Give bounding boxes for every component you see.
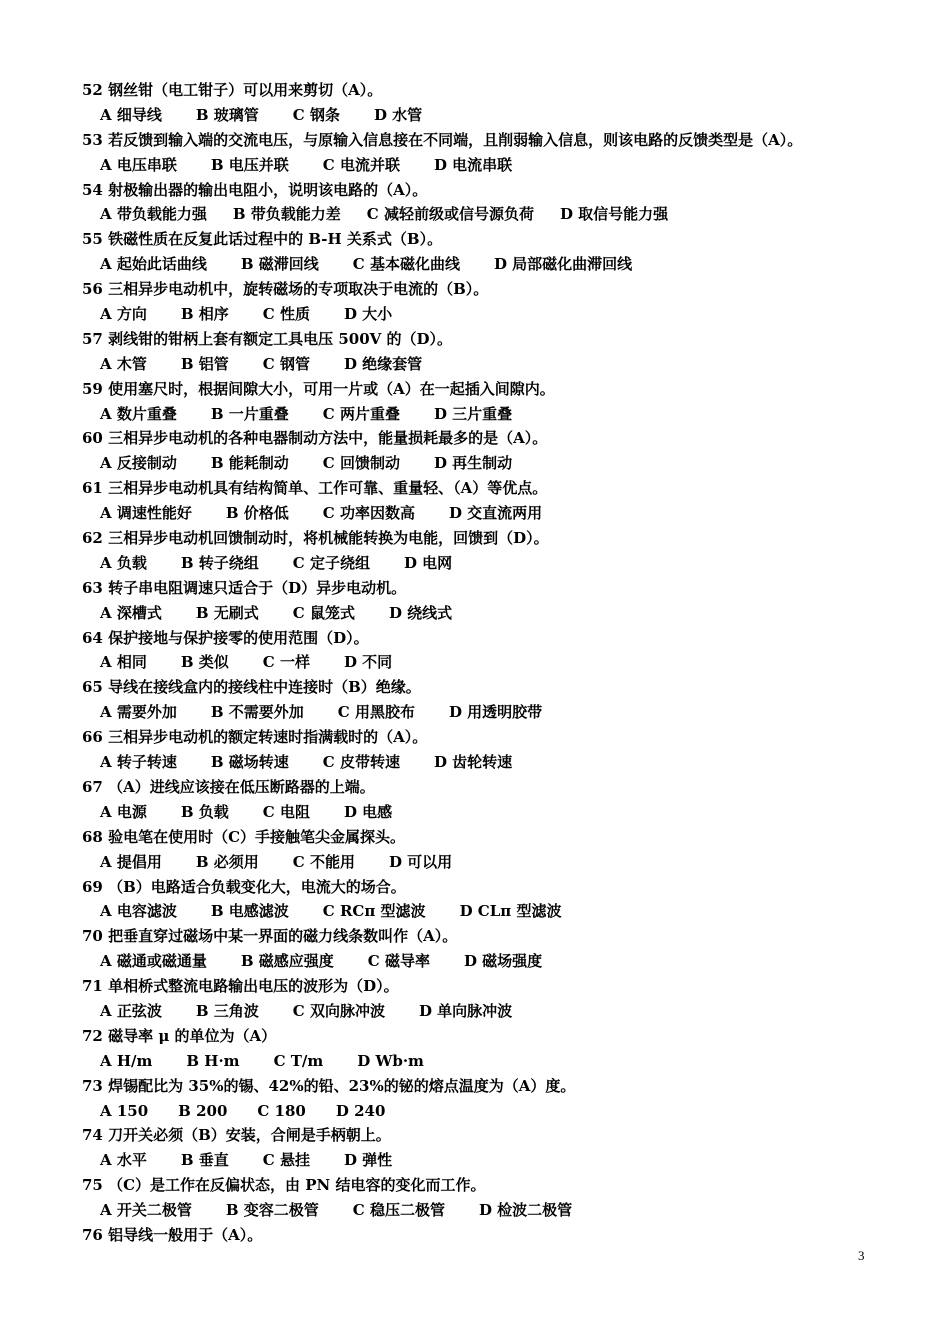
answer-option: A 反接制动 xyxy=(100,454,177,473)
answer-option: A 细导线 xyxy=(100,105,162,124)
answer-option: D CLπ 型滤波 xyxy=(459,902,562,921)
answer-option: B 无刷式 xyxy=(195,603,259,622)
answer-option: B 带负载能力差 xyxy=(232,205,341,224)
question-text: 75 （C）是工作在反偏状态，由 PN 结电容的变化而工作。 xyxy=(82,1176,486,1195)
answer-option: C 功率因数高 xyxy=(322,504,415,523)
answer-options xyxy=(82,750,922,775)
answer-option: A 提倡用 xyxy=(100,852,162,871)
answer-option: A 数片重叠 xyxy=(100,404,177,423)
question-text: 60 三相异步电动机的各种电器制动方法中，能量损耗最多的是（A）。 xyxy=(82,429,548,448)
answer-option: B 铝管 xyxy=(180,354,229,373)
question-text: 68 验电笔在使用时（C）手接触笔尖金属探头。 xyxy=(82,827,406,846)
answer-option: A 起始此话曲线 xyxy=(100,255,207,274)
question-text: 73 焊锡配比为 35%的锡、42%的铅、23%的铋的熔点温度为（A）度。 xyxy=(82,1076,576,1095)
answer-option: D 再生制动 xyxy=(433,454,513,473)
answer-option: C RCπ 型滤波 xyxy=(322,902,426,921)
answer-option: A 电压串联 xyxy=(100,155,177,174)
question-text: 54 射极输出器的输出电阻小，说明该电路的（A）。 xyxy=(82,180,428,199)
answer-options xyxy=(82,650,922,675)
answer-option: A H/m xyxy=(100,1051,153,1070)
answer-option: D 电流串联 xyxy=(433,155,513,174)
answer-option: A 正弦波 xyxy=(100,1001,162,1020)
answer-option: B 垂直 xyxy=(180,1151,229,1170)
question-text: 72 磁导率 μ 的单位为（A） xyxy=(82,1026,277,1045)
answer-option: D 弹性 xyxy=(343,1151,393,1170)
question-text: 66 三相异步电动机的额定转速时指满载时的（A）。 xyxy=(82,728,428,747)
question-list xyxy=(82,78,922,1248)
answer-options xyxy=(82,252,922,277)
question-text: 55 铁磁性质在反复此话过程中的 B-H 关系式（B）。 xyxy=(82,230,443,249)
answer-option: D Wb·m xyxy=(357,1051,424,1070)
answer-option: A 方向 xyxy=(100,305,147,324)
answer-options xyxy=(82,153,922,178)
question-text: 76 铝导线一般用于（A）。 xyxy=(82,1225,263,1244)
answer-option: D 电感 xyxy=(343,802,393,821)
answer-option: C 用黑胶布 xyxy=(337,703,415,722)
question-text: 69 （B）电路适合负载变化大，电流大的场合。 xyxy=(82,877,406,896)
answer-options xyxy=(82,1099,922,1124)
answer-options xyxy=(82,700,922,725)
answer-option: A 电源 xyxy=(100,802,147,821)
answer-option: B 200 xyxy=(178,1101,228,1120)
question-text: 67 （A）进线应该接在低压断路器的上端。 xyxy=(82,777,375,796)
answer-option: A 相同 xyxy=(100,653,147,672)
answer-option: C 一样 xyxy=(262,653,310,672)
answer-option: B 必须用 xyxy=(195,852,259,871)
answer-option: D 检波二极管 xyxy=(478,1201,573,1220)
answer-option: D 大小 xyxy=(343,305,393,324)
answer-option: C 减轻前级或信号源负荷 xyxy=(366,205,534,224)
question-text: 56 三相异步电动机中，旋转磁场的专项取决于电流的（B）。 xyxy=(82,280,489,299)
answer-option: C 磁导率 xyxy=(367,952,430,971)
answer-option: D 取信号能力强 xyxy=(559,205,669,224)
answer-option: D 绕线式 xyxy=(388,603,453,622)
answer-option: C 双向脉冲波 xyxy=(292,1001,385,1020)
answer-option: C 悬挂 xyxy=(262,1151,310,1170)
question-text: 65 导线在接线盒内的接线柱中连接时（B）绝缘。 xyxy=(82,678,421,697)
answer-option: D 用透明胶带 xyxy=(448,703,543,722)
answer-option: A 调速性能好 xyxy=(100,504,192,523)
answer-options xyxy=(82,1148,922,1173)
answer-options xyxy=(82,601,922,626)
answer-option: D 电网 xyxy=(403,553,453,572)
answer-option: B 转子绕组 xyxy=(180,553,259,572)
answer-option: A 磁通或磁通量 xyxy=(100,952,207,971)
answer-option: B 电压并联 xyxy=(210,155,289,174)
answer-option: B 三角波 xyxy=(195,1001,259,1020)
answer-options xyxy=(82,999,922,1024)
answer-option: A 木管 xyxy=(100,354,147,373)
answer-options xyxy=(82,1049,922,1074)
answer-options xyxy=(82,103,922,128)
question-text: 52 钢丝钳（电工钳子）可以用来剪切（A）。 xyxy=(82,81,383,99)
answer-option: B 玻璃管 xyxy=(195,105,259,124)
answer-option: B 价格低 xyxy=(225,504,289,523)
answer-option: C 皮带转速 xyxy=(322,753,400,772)
question-text: 61 三相异步电动机具有结构简单、工作可靠、重量轻、（A）等优点。 xyxy=(82,479,548,498)
question-text: 59 使用塞尺时，根据间隙大小，可用一片或（A）在一起插入间隙内。 xyxy=(82,379,555,398)
answer-option: A 电容滤波 xyxy=(100,902,177,921)
question-text: 62 三相异步电动机回馈制动时，将机械能转换为电能，回馈到（D）。 xyxy=(82,529,549,548)
answer-option: C 180 xyxy=(257,1101,306,1120)
answer-option: B 磁感应强度 xyxy=(240,952,334,971)
answer-option: C 回馈制动 xyxy=(322,454,400,473)
answer-options xyxy=(82,402,922,427)
answer-option: C T/m xyxy=(273,1051,324,1070)
answer-option: B 类似 xyxy=(180,653,229,672)
answer-options xyxy=(82,551,922,576)
answer-option: C 鼠笼式 xyxy=(292,603,355,622)
answer-option: C 两片重叠 xyxy=(322,404,400,423)
answer-option: C 基本磁化曲线 xyxy=(352,255,460,274)
answer-option: C 电阻 xyxy=(262,802,310,821)
answer-option: D 三片重叠 xyxy=(433,404,513,423)
answer-option: B 变容二极管 xyxy=(225,1201,319,1220)
answer-option: D 交直流两用 xyxy=(448,504,543,523)
answer-options xyxy=(82,800,922,825)
answer-option: B 磁场转速 xyxy=(210,753,289,772)
answer-option: C 性质 xyxy=(262,305,310,324)
answer-option: D 240 xyxy=(335,1101,386,1120)
answer-option: A 开关二极管 xyxy=(100,1201,192,1220)
answer-option: D 磁场强度 xyxy=(463,952,543,971)
question-text: 63 转子串电阻调速只适合于（D）异步电动机。 xyxy=(82,578,407,597)
answer-option: C 钢管 xyxy=(262,354,310,373)
answer-option: D 齿轮转速 xyxy=(433,753,513,772)
answer-option: B 相序 xyxy=(180,305,229,324)
answer-option: D 单向脉冲波 xyxy=(418,1001,513,1020)
answer-option: A 需要外加 xyxy=(100,703,177,722)
answer-option: A 水平 xyxy=(100,1151,147,1170)
answer-option: D 可以用 xyxy=(388,852,453,871)
answer-option: D 绝缘套管 xyxy=(343,354,423,373)
answer-option: A 转子转速 xyxy=(100,753,177,772)
answer-option: C 定子绕组 xyxy=(292,553,370,572)
answer-options xyxy=(82,1198,922,1223)
answer-option: C 电流并联 xyxy=(322,155,400,174)
answer-option: B 负载 xyxy=(180,802,229,821)
answer-options xyxy=(82,202,922,227)
answer-option: D 局部磁化曲滞回线 xyxy=(493,255,633,274)
question-text: 57 剥线钳的钳柄上套有额定工具电压 500V 的（D）。 xyxy=(82,329,452,348)
answer-options xyxy=(82,850,922,875)
answer-option: D 不同 xyxy=(343,653,393,672)
answer-options xyxy=(82,899,922,924)
answer-options xyxy=(82,352,922,377)
answer-option: B 电感滤波 xyxy=(210,902,289,921)
answer-option: C 不能用 xyxy=(292,852,355,871)
answer-option: B 磁滞回线 xyxy=(240,255,319,274)
answer-option: B H·m xyxy=(186,1051,240,1070)
answer-options xyxy=(82,501,922,526)
answer-option: C 钢条 xyxy=(292,105,340,124)
answer-options xyxy=(82,451,922,476)
answer-option: B 不需要外加 xyxy=(210,703,304,722)
page-number: 3 xyxy=(858,1248,865,1263)
question-text: 71 单相桥式整流电路输出电压的波形为（D）。 xyxy=(82,977,399,996)
answer-option: A 负载 xyxy=(100,553,147,572)
question-text: 70 把垂直穿过磁场中某一界面的磁力线条数叫作（A）。 xyxy=(82,927,458,946)
answer-option: A 150 xyxy=(100,1101,149,1120)
answer-option: A 深槽式 xyxy=(100,603,162,622)
answer-option: B 能耗制动 xyxy=(210,454,289,473)
answer-option: B 一片重叠 xyxy=(210,404,289,423)
answer-options xyxy=(82,302,922,327)
question-text: 64 保护接地与保护接零的使用范围（D）。 xyxy=(82,628,369,647)
answer-option: A 带负载能力强 xyxy=(100,205,207,224)
answer-option: C 稳压二极管 xyxy=(352,1201,445,1220)
question-text: 74 刀开关必须（B）安装，合闸是手柄朝上。 xyxy=(82,1126,391,1145)
answer-options xyxy=(82,949,922,974)
answer-option: D 水管 xyxy=(373,105,423,124)
question-text: 53 若反馈到输入端的交流电压，与原输入信息接在不同端，且削弱输入信息，则该电路的反馈类型是（A）。 xyxy=(82,130,803,149)
